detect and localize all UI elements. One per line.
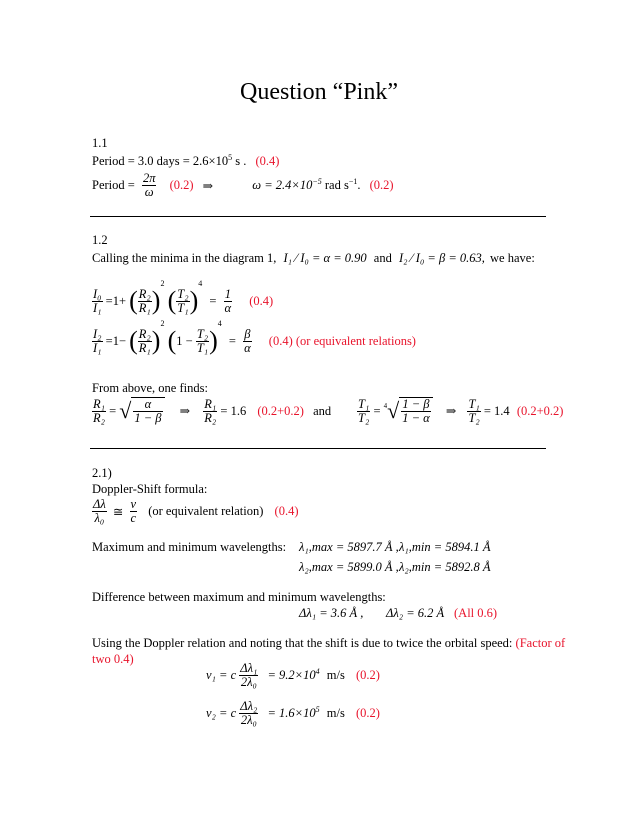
ratio-alpha: I₁ ⁄ I₀ = α = 0.90 bbox=[283, 251, 367, 265]
r-ratio-result: $\frac{\text{R₁}}{\text{R₂}}$ = √ $\frac{\alpha}{1 - \beta}$ ⇒ $\frac{\text{R₁}}{\text{R₂}}$ = 1.6 (0.2+0.2) and bbox=[93, 396, 332, 426]
period-unit: s . bbox=[235, 154, 247, 168]
score-factor-cont: two 0.4) bbox=[92, 652, 134, 666]
equation-2: $\frac{\text{I₂}}{\text{I₁}}$ =1− ( $\frac{\text{R₂}}{\text{R₁}}$ )$^2$ (1 − $\frac{\text{T₂}}{\text{T₁}}$ )$^4$ = $\frac{\beta}{\alpha}$ (0.4) (or equivalent relations) bbox=[93, 319, 416, 356]
from-above: From above, one finds: bbox=[92, 381, 208, 395]
delta-lambda2: Δλ₂ = 6.2 Å bbox=[386, 606, 445, 620]
page-title: Question “Pink” bbox=[240, 79, 398, 105]
score-omega-1: (0.2) bbox=[169, 178, 194, 193]
score-period: (0.4) bbox=[255, 154, 280, 168]
divider-1 bbox=[90, 216, 546, 217]
score-all: (All 0.6) bbox=[454, 606, 498, 620]
v2-equation: v₂ = c $\frac{\text{Δλ₂}}{\text{2λ₀}}$ = $1.6\times 10^5$ m/s (0.2) bbox=[206, 699, 380, 728]
section-label-1-2: 1.2 bbox=[92, 233, 108, 247]
score-factor: (Factor of bbox=[515, 636, 566, 650]
implies-arrow: ⇒ bbox=[202, 178, 214, 193]
section-label-1-1: 1.1 bbox=[92, 136, 108, 150]
delta-lambda1: Δλ₁ = 3.6 Å , bbox=[299, 606, 364, 620]
score-t: (0.2+0.2) bbox=[516, 403, 564, 418]
lambda2-max: λ₂,max = 5899.0 Å , bbox=[299, 560, 399, 574]
score-v2: (0.2) bbox=[355, 706, 380, 721]
two-pi-over-omega: $\frac{2\pi}{\omega}$ bbox=[142, 171, 156, 200]
omega-value: $\omega = 2.4\times 10^{-5}$ bbox=[252, 176, 322, 193]
lambda1-min: λ₁,min = 5894.1 Å bbox=[399, 540, 491, 554]
diff-label: Difference between maximum and minimum wavelengths: bbox=[92, 590, 386, 604]
score-eq1: (0.4) bbox=[249, 293, 274, 308]
equation-1: $\frac{\text{I₀}}{\text{I₁}}$ =1+ ( $\frac{\text{R₂}}{\text{R₁}}$ )$^2$ ( $\frac{\text{T₂}}{\text{T₁}}$ )$^4$ = $\frac{1}{\alpha}$ (0.4) bbox=[93, 279, 274, 316]
ratio-beta: I₂ ⁄ I₀ = β = 0.63, bbox=[398, 251, 485, 265]
minima-intro: Calling the minima in the diagram 1, I₁ ⁄ I₀ = α = 0.90 and I₂ ⁄ I₀ = β = 0.63, we have: bbox=[92, 251, 535, 265]
period-line bbox=[92, 154, 279, 169]
doppler-formula: $\frac{\Delta\lambda}{\text{λ₀}}$ ≅ $\frac{v}{c}$ (or equivalent relation) (0.4) bbox=[93, 497, 299, 526]
t-ratio-result: $\frac{\text{T₁}}{\text{T₂}}$ = $^4$√ $\frac{1 - \beta}{1 - \alpha}$ ⇒ $\frac{\text{T₁}}{\text{T₂}}$ = 1.4 (0.2+0.2) bbox=[358, 396, 564, 426]
score-doppler: (0.4) bbox=[274, 504, 299, 519]
score-omega-2: (0.2) bbox=[369, 178, 394, 193]
period-value: $2.6\times 10^5$ bbox=[192, 152, 233, 168]
lambda2-min: λ₂,min = 5892.8 Å bbox=[399, 560, 491, 574]
using-doppler: Using the Doppler relation and noting that the shift is due to twice the orbital speed: (Factor of bbox=[92, 636, 566, 650]
divider-2 bbox=[90, 448, 546, 449]
period2-lhs: Period = bbox=[92, 178, 135, 193]
lambda1-max: λ₁,max = 5897.7 Å , bbox=[299, 540, 399, 554]
period-lhs: Period = 3.0 days = bbox=[92, 154, 190, 168]
omega-line bbox=[92, 172, 394, 199]
score-eq2: (0.4) (or equivalent relations) bbox=[268, 333, 416, 348]
score-v1: (0.2) bbox=[355, 668, 380, 683]
omega-unit: rad $s^{-1}$. bbox=[324, 176, 361, 193]
maxmin-label: Maximum and minimum wavelengths: bbox=[92, 540, 287, 554]
doppler-label: Doppler-Shift formula: bbox=[92, 482, 208, 496]
v1-equation: v₁ = c $\frac{\text{Δλ₁}}{\text{2λ₀}}$ = $9.2\times 10^4$ m/s (0.2) bbox=[206, 661, 380, 690]
section-label-2-1: 2.1) bbox=[92, 466, 112, 480]
score-r: (0.2+0.2) bbox=[257, 403, 304, 418]
